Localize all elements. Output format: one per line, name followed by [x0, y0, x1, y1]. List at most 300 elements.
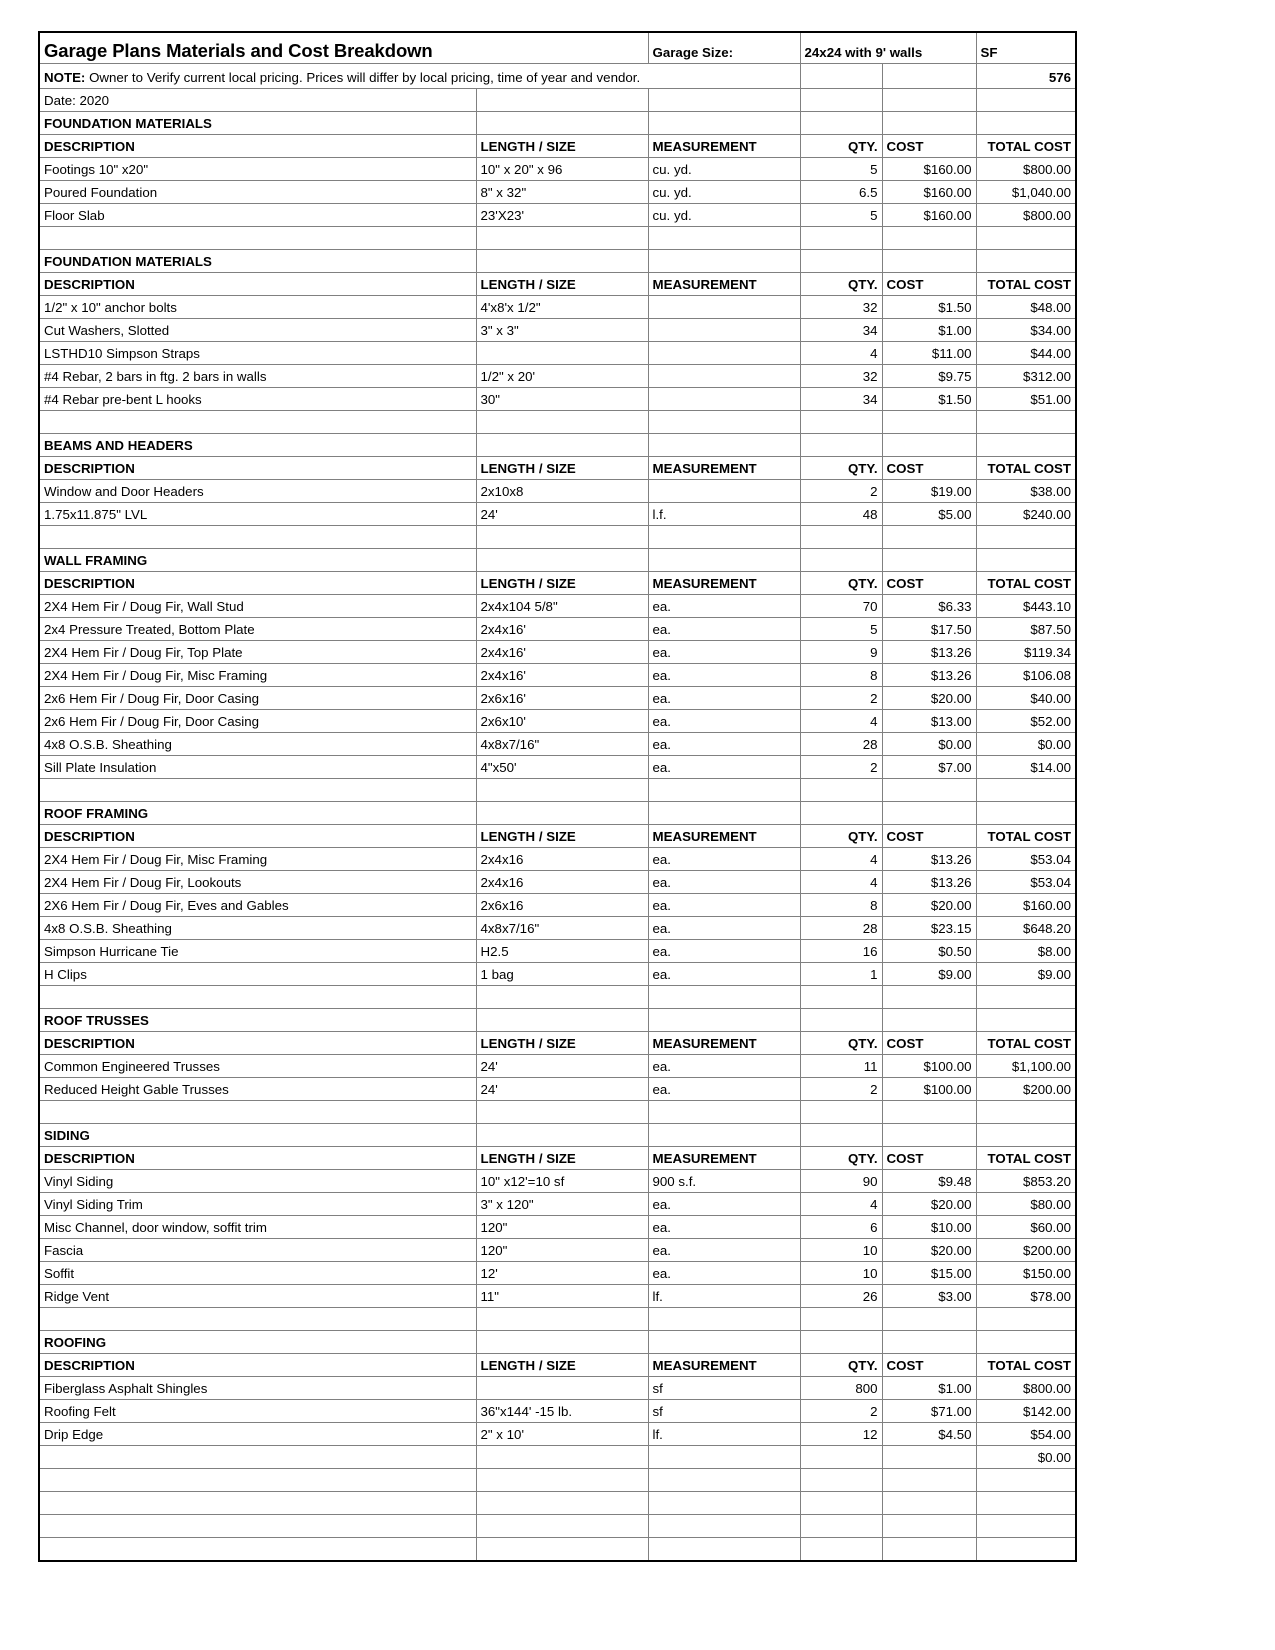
- empty-cell: [882, 434, 976, 457]
- cell-description: 2X4 Hem Fir / Doug Fir, Misc Framing: [39, 848, 476, 871]
- cell-qty: 2: [800, 756, 882, 779]
- col-header-total-cost: TOTAL COST: [976, 572, 1076, 595]
- empty-cell: [476, 1009, 648, 1032]
- cell-qty: 2: [800, 1078, 882, 1101]
- cell-length-size: 2x4x16': [476, 618, 648, 641]
- cell-length-size: 3" x 3": [476, 319, 648, 342]
- section-title: ROOFING: [39, 1331, 476, 1354]
- cell-cost: $13.26: [882, 641, 976, 664]
- empty-cell: [976, 986, 1076, 1009]
- material-row: [39, 1055, 1076, 1078]
- cell-total-cost: $53.04: [976, 848, 1076, 871]
- empty-cell: [800, 1308, 882, 1331]
- material-row: [39, 204, 1076, 227]
- empty-cell: [800, 1515, 882, 1538]
- empty-cell: [976, 1469, 1076, 1492]
- cell-description: Floor Slab: [39, 204, 476, 227]
- cell-measurement: [648, 388, 800, 411]
- empty-cell: [976, 1538, 1076, 1562]
- cell-length-size: 36"x144' -15 lb.: [476, 1400, 648, 1423]
- cell-qty: 10: [800, 1262, 882, 1285]
- empty-cell: [882, 1446, 976, 1469]
- empty-cell: [476, 1308, 648, 1331]
- cell-total-cost: $14.00: [976, 756, 1076, 779]
- empty-cell: [648, 1308, 800, 1331]
- material-row: [39, 365, 1076, 388]
- material-row: [39, 848, 1076, 871]
- cell-cost: $160.00: [882, 181, 976, 204]
- section-spacer-row: [39, 779, 1076, 802]
- cell-cost: $20.00: [882, 687, 976, 710]
- col-header-length-size: LENGTH / SIZE: [476, 273, 648, 296]
- material-row: [39, 595, 1076, 618]
- empty-cell: [882, 112, 976, 135]
- cell-qty: 26: [800, 1285, 882, 1308]
- cell-total-cost: $38.00: [976, 480, 1076, 503]
- empty-cell: [476, 526, 648, 549]
- col-header-cost: COST: [882, 1032, 976, 1055]
- cell-cost: $10.00: [882, 1216, 976, 1239]
- cell-length-size: 10" x12'=10 sf: [476, 1170, 648, 1193]
- col-header-length-size: LENGTH / SIZE: [476, 825, 648, 848]
- empty-cell: [800, 1446, 882, 1469]
- empty-cell: [476, 1469, 648, 1492]
- empty-cell: [882, 1101, 976, 1124]
- empty-cell: [648, 549, 800, 572]
- material-row: [39, 1262, 1076, 1285]
- col-header-measurement: MEASUREMENT: [648, 825, 800, 848]
- cell-measurement: [648, 365, 800, 388]
- cell-description: 2X6 Hem Fir / Doug Fir, Eves and Gables: [39, 894, 476, 917]
- empty-cell: [648, 1446, 800, 1469]
- section-title: ROOF TRUSSES: [39, 1009, 476, 1032]
- material-row: [39, 940, 1076, 963]
- cell-total-cost: $0.00: [976, 733, 1076, 756]
- cell-length-size: 24': [476, 1055, 648, 1078]
- empty-cell: [800, 112, 882, 135]
- cell-cost: $100.00: [882, 1055, 976, 1078]
- empty-cell: [800, 227, 882, 250]
- section-spacer-row: [39, 227, 1076, 250]
- cell-qty: 2: [800, 480, 882, 503]
- empty-cell: [800, 549, 882, 572]
- cell-length-size: 4x8x7/16": [476, 733, 648, 756]
- cell-qty: 34: [800, 388, 882, 411]
- cell-qty: 1: [800, 963, 882, 986]
- material-row: [39, 296, 1076, 319]
- col-header-cost: COST: [882, 135, 976, 158]
- cell-cost: $160.00: [882, 158, 976, 181]
- material-row: [39, 894, 1076, 917]
- cell-total-cost: $800.00: [976, 1377, 1076, 1400]
- trailing-blank-row: [39, 1538, 1076, 1562]
- section-title: SIDING: [39, 1124, 476, 1147]
- empty-cell: [476, 986, 648, 1009]
- cell-zero-total: $0.00: [976, 1446, 1076, 1469]
- empty-cell: [882, 250, 976, 273]
- cell-length-size: 4x8x7/16": [476, 917, 648, 940]
- empty-cell: [476, 1446, 648, 1469]
- empty-cell: [476, 250, 648, 273]
- cell-qty: 28: [800, 917, 882, 940]
- material-row: [39, 871, 1076, 894]
- cell-qty: 4: [800, 342, 882, 365]
- empty-cell: [800, 779, 882, 802]
- col-header-qty: QTY.: [800, 572, 882, 595]
- section-title-row: [39, 1009, 1076, 1032]
- cell-total-cost: $9.00: [976, 963, 1076, 986]
- empty-cell: [882, 227, 976, 250]
- section-title: FOUNDATION MATERIALS: [39, 112, 476, 135]
- cell-total-cost: $40.00: [976, 687, 1076, 710]
- cell-qty: 28: [800, 733, 882, 756]
- col-header-length-size: LENGTH / SIZE: [476, 1354, 648, 1377]
- cell-description: 1/2" x 10" anchor bolts: [39, 296, 476, 319]
- cell-measurement: ea.: [648, 848, 800, 871]
- empty-cell: [976, 250, 1076, 273]
- section-title: FOUNDATION MATERIALS: [39, 250, 476, 273]
- column-header-row: [39, 825, 1076, 848]
- empty-cell: [800, 64, 882, 89]
- empty-cell: [39, 1492, 476, 1515]
- section-title: WALL FRAMING: [39, 549, 476, 572]
- cell-description: Poured Foundation: [39, 181, 476, 204]
- cell-description: Simpson Hurricane Tie: [39, 940, 476, 963]
- cell-description: Window and Door Headers: [39, 480, 476, 503]
- cell-cost: $13.00: [882, 710, 976, 733]
- cell-measurement: ea.: [648, 917, 800, 940]
- cell-cost: $13.26: [882, 871, 976, 894]
- cell-measurement: ea.: [648, 710, 800, 733]
- cell-qty: 5: [800, 158, 882, 181]
- section-spacer-row: [39, 526, 1076, 549]
- cell-qty: 4: [800, 710, 882, 733]
- cell-qty: 12: [800, 1423, 882, 1446]
- col-header-measurement: MEASUREMENT: [648, 1147, 800, 1170]
- cell-measurement: ea.: [648, 595, 800, 618]
- cell-length-size: 11": [476, 1285, 648, 1308]
- cell-length-size: 1/2" x 20': [476, 365, 648, 388]
- empty-cell: [648, 802, 800, 825]
- cell-cost: $20.00: [882, 894, 976, 917]
- cell-measurement: ea.: [648, 1239, 800, 1262]
- empty-cell: [800, 802, 882, 825]
- col-header-cost: COST: [882, 1147, 976, 1170]
- cell-measurement: [648, 480, 800, 503]
- empty-cell: [800, 1124, 882, 1147]
- empty-cell: [39, 779, 476, 802]
- cell-measurement: ea.: [648, 756, 800, 779]
- cell-qty: 2: [800, 687, 882, 710]
- empty-cell: [882, 1009, 976, 1032]
- empty-cell: [800, 250, 882, 273]
- cell-qty: 48: [800, 503, 882, 526]
- empty-cell: [882, 411, 976, 434]
- empty-cell: [976, 434, 1076, 457]
- material-row: [39, 687, 1076, 710]
- cell-cost: $1.00: [882, 319, 976, 342]
- cell-total-cost: $51.00: [976, 388, 1076, 411]
- cell-length-size: 2x4x16': [476, 641, 648, 664]
- empty-cell: [800, 1101, 882, 1124]
- col-header-total-cost: TOTAL COST: [976, 1354, 1076, 1377]
- cell-total-cost: $1,100.00: [976, 1055, 1076, 1078]
- section-title-row: [39, 112, 1076, 135]
- cell-total-cost: $44.00: [976, 342, 1076, 365]
- empty-cell: [882, 779, 976, 802]
- cell-description: #4 Rebar pre-bent L hooks: [39, 388, 476, 411]
- trailing-blank-row: [39, 1492, 1076, 1515]
- cell-total-cost: $142.00: [976, 1400, 1076, 1423]
- empty-cell: [976, 1515, 1076, 1538]
- empty-cell: [648, 434, 800, 457]
- empty-cell: [648, 1331, 800, 1354]
- material-row: [39, 1423, 1076, 1446]
- cell-description: Drip Edge: [39, 1423, 476, 1446]
- empty-cell: [882, 1492, 976, 1515]
- spreadsheet-container: [38, 31, 1075, 1562]
- cell-length-size: 3" x 120": [476, 1193, 648, 1216]
- cell-measurement: lf.: [648, 1423, 800, 1446]
- col-header-total-cost: TOTAL COST: [976, 1147, 1076, 1170]
- empty-cell: [648, 250, 800, 273]
- col-header-measurement: MEASUREMENT: [648, 457, 800, 480]
- col-header-length-size: LENGTH / SIZE: [476, 572, 648, 595]
- cell-cost: $9.00: [882, 963, 976, 986]
- cell-total-cost: $200.00: [976, 1239, 1076, 1262]
- cell-description: Roofing Felt: [39, 1400, 476, 1423]
- column-header-row: [39, 457, 1076, 480]
- empty-cell: [476, 1538, 648, 1562]
- material-row: [39, 1239, 1076, 1262]
- empty-cell: [882, 1124, 976, 1147]
- cell-total-cost: $312.00: [976, 365, 1076, 388]
- cell-cost: $4.50: [882, 1423, 976, 1446]
- page-title: Garage Plans Materials and Cost Breakdown: [39, 32, 648, 64]
- cell-length-size: 23'X23': [476, 204, 648, 227]
- empty-cell: [476, 1101, 648, 1124]
- cell-measurement: [648, 319, 800, 342]
- empty-cell: [648, 526, 800, 549]
- col-header-cost: COST: [882, 825, 976, 848]
- cell-description: 2x6 Hem Fir / Doug Fir, Door Casing: [39, 687, 476, 710]
- cell-cost: $9.75: [882, 365, 976, 388]
- empty-cell: [976, 1124, 1076, 1147]
- material-row: [39, 1078, 1076, 1101]
- empty-cell: [800, 1009, 882, 1032]
- cell-length-size: 2x6x10': [476, 710, 648, 733]
- cell-measurement: ea.: [648, 1078, 800, 1101]
- cell-qty: 8: [800, 894, 882, 917]
- empty-cell: [476, 779, 648, 802]
- empty-cell: [476, 227, 648, 250]
- cell-qty: 2: [800, 1400, 882, 1423]
- material-row: [39, 756, 1076, 779]
- cell-description: Footings 10" x20": [39, 158, 476, 181]
- column-header-row: [39, 135, 1076, 158]
- cell-qty: 5: [800, 204, 882, 227]
- cell-qty: 6: [800, 1216, 882, 1239]
- empty-cell: [976, 112, 1076, 135]
- cell-total-cost: $87.50: [976, 618, 1076, 641]
- section-spacer-row: [39, 411, 1076, 434]
- cell-cost: $11.00: [882, 342, 976, 365]
- cell-measurement: [648, 296, 800, 319]
- material-row: [39, 1193, 1076, 1216]
- cell-total-cost: $1,040.00: [976, 181, 1076, 204]
- empty-cell: [39, 227, 476, 250]
- col-header-length-size: LENGTH / SIZE: [476, 135, 648, 158]
- cell-length-size: 8" x 32": [476, 181, 648, 204]
- cell-qty: 6.5: [800, 181, 882, 204]
- empty-cell: [39, 1538, 476, 1562]
- material-row: [39, 710, 1076, 733]
- cell-description: Reduced Height Gable Trusses: [39, 1078, 476, 1101]
- cell-total-cost: $106.08: [976, 664, 1076, 687]
- empty-cell: [39, 526, 476, 549]
- document-title-row: [39, 32, 1076, 64]
- col-header-description: DESCRIPTION: [39, 273, 476, 296]
- material-row: [39, 618, 1076, 641]
- cell-description: Vinyl Siding Trim: [39, 1193, 476, 1216]
- empty-cell: [648, 89, 800, 112]
- empty-cell: [476, 1124, 648, 1147]
- column-header-row: [39, 1032, 1076, 1055]
- cell-length-size: [476, 1377, 648, 1400]
- empty-cell: [800, 434, 882, 457]
- cell-length-size: 1 bag: [476, 963, 648, 986]
- cell-measurement: ea.: [648, 871, 800, 894]
- cell-description: 4x8 O.S.B. Sheathing: [39, 733, 476, 756]
- empty-cell: [648, 1515, 800, 1538]
- cell-cost: $13.26: [882, 664, 976, 687]
- cell-measurement: lf.: [648, 1285, 800, 1308]
- column-header-row: [39, 1354, 1076, 1377]
- col-header-length-size: LENGTH / SIZE: [476, 1147, 648, 1170]
- cell-description: Vinyl Siding: [39, 1170, 476, 1193]
- cell-total-cost: $8.00: [976, 940, 1076, 963]
- cell-measurement: ea.: [648, 687, 800, 710]
- col-header-measurement: MEASUREMENT: [648, 1032, 800, 1055]
- col-header-measurement: MEASUREMENT: [648, 572, 800, 595]
- empty-cell: [976, 1009, 1076, 1032]
- empty-cell: [976, 549, 1076, 572]
- empty-cell: [476, 411, 648, 434]
- col-header-description: DESCRIPTION: [39, 825, 476, 848]
- material-row: [39, 503, 1076, 526]
- cell-description: 2X4 Hem Fir / Doug Fir, Top Plate: [39, 641, 476, 664]
- empty-cell: [976, 779, 1076, 802]
- empty-cell: [648, 1538, 800, 1562]
- empty-cell: [476, 1492, 648, 1515]
- empty-cell: [476, 434, 648, 457]
- cell-cost: $9.48: [882, 1170, 976, 1193]
- section-title-row: [39, 802, 1076, 825]
- col-header-qty: QTY.: [800, 457, 882, 480]
- cell-description: 2x6 Hem Fir / Doug Fir, Door Casing: [39, 710, 476, 733]
- cell-cost: $1.50: [882, 296, 976, 319]
- col-header-description: DESCRIPTION: [39, 135, 476, 158]
- material-row: [39, 388, 1076, 411]
- empty-cell: [976, 1492, 1076, 1515]
- empty-cell: [800, 89, 882, 112]
- empty-cell: [648, 986, 800, 1009]
- material-row: [39, 1285, 1076, 1308]
- cell-total-cost: $53.04: [976, 871, 1076, 894]
- empty-cell: [648, 227, 800, 250]
- cell-measurement: ea.: [648, 733, 800, 756]
- col-header-cost: COST: [882, 1354, 976, 1377]
- empty-cell: [976, 1308, 1076, 1331]
- cell-qty: 70: [800, 595, 882, 618]
- section-title-row: [39, 1331, 1076, 1354]
- empty-cell: [882, 1308, 976, 1331]
- material-row: [39, 1377, 1076, 1400]
- empty-cell: [648, 779, 800, 802]
- col-header-total-cost: TOTAL COST: [976, 457, 1076, 480]
- empty-cell: [976, 89, 1076, 112]
- cell-length-size: 30": [476, 388, 648, 411]
- note-text: [39, 64, 800, 89]
- section-spacer-row: [39, 986, 1076, 1009]
- note-body: Owner to Verify current local pricing. Prices will differ by local pricing, time of year and vendor.: [85, 70, 641, 86]
- cell-length-size: 2x10x8: [476, 480, 648, 503]
- col-header-qty: QTY.: [800, 1354, 882, 1377]
- cell-cost: $0.50: [882, 940, 976, 963]
- empty-cell: [476, 1331, 648, 1354]
- empty-cell: [39, 986, 476, 1009]
- material-row: [39, 733, 1076, 756]
- cell-description: Cut Washers, Slotted: [39, 319, 476, 342]
- cell-measurement: l.f.: [648, 503, 800, 526]
- empty-cell: [882, 1538, 976, 1562]
- empty-cell: [39, 1101, 476, 1124]
- cell-total-cost: $648.20: [976, 917, 1076, 940]
- col-header-qty: QTY.: [800, 135, 882, 158]
- empty-cell: [476, 89, 648, 112]
- cell-cost: $6.33: [882, 595, 976, 618]
- cell-qty: 4: [800, 848, 882, 871]
- empty-cell: [648, 112, 800, 135]
- material-row: [39, 181, 1076, 204]
- cell-qty: 11: [800, 1055, 882, 1078]
- col-header-description: DESCRIPTION: [39, 457, 476, 480]
- empty-cell: [39, 1515, 476, 1538]
- column-header-row: [39, 273, 1076, 296]
- cell-description: Common Engineered Trusses: [39, 1055, 476, 1078]
- empty-cell: [882, 802, 976, 825]
- cell-qty: 10: [800, 1239, 882, 1262]
- cell-description: Misc Channel, door window, soffit trim: [39, 1216, 476, 1239]
- cell-total-cost: $240.00: [976, 503, 1076, 526]
- empty-cell: [800, 1331, 882, 1354]
- col-header-description: DESCRIPTION: [39, 572, 476, 595]
- section-title-row: [39, 1124, 1076, 1147]
- empty-cell: [800, 526, 882, 549]
- cell-cost: $71.00: [882, 1400, 976, 1423]
- cell-length-size: 120": [476, 1239, 648, 1262]
- cell-cost: $19.00: [882, 480, 976, 503]
- empty-cell: [800, 986, 882, 1009]
- cell-description: 1.75x11.875" LVL: [39, 503, 476, 526]
- cell-total-cost: $443.10: [976, 595, 1076, 618]
- cell-qty: 5: [800, 618, 882, 641]
- cell-length-size: [476, 342, 648, 365]
- cell-measurement: sf: [648, 1400, 800, 1423]
- cell-measurement: ea.: [648, 1262, 800, 1285]
- col-header-length-size: LENGTH / SIZE: [476, 457, 648, 480]
- empty-cell: [476, 1515, 648, 1538]
